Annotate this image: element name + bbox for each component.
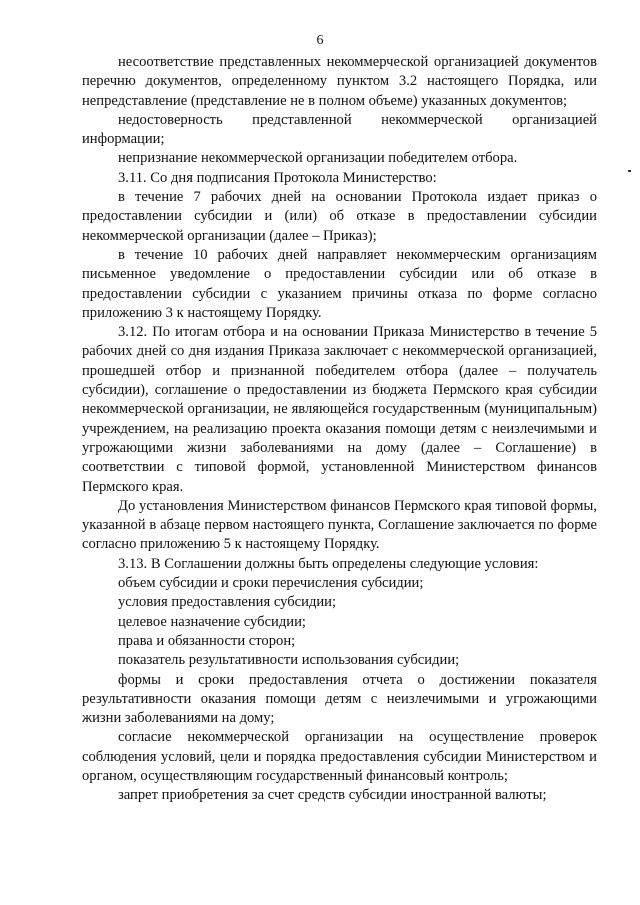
paragraph-3-12: 3.12. По итогам отбора и на основании Приказа Министерство в течение 5 рабочих дней со дня издания Приказа заключает с некоммерческой организацией, прошедшей отбор и признанной победителем отбора (далее – получатель субсидии), соглашение о предоставлении из бюджета Пермского края субсидии некоммерческой организации, не являющейся государственным (муниципальным) учреждением, на реализацию проекта оказания помощи детям с неизлечимыми и угрожающими жизни заболеваниями на дому (далее – Соглашение) в соответствии с типовой формой, установленной Министерством финансов Пермского края. [82, 324, 597, 495]
paragraph-not-winner: непризнание некоммерческой организации победителем отбора. [118, 150, 518, 167]
paragraph-condition-purpose: целевое назначение субсидии; [118, 613, 306, 630]
paragraph-3-13: 3.13. В Соглашении должны быть определены следующие условия: [118, 555, 539, 572]
paragraph-order-7-days: в течение 7 рабочих дней на основании Протокола издает приказ о предоставлении субсидии и (или) об отказе в предоставлении субсидии некоммерческой организации (далее – Приказ); [82, 189, 597, 244]
paragraph-standard-form: До установления Министерством финансов Пермского края типовой формы, указанной в абзаце первом настоящего пункта, Соглашение заключается по форме согласно приложению 5 к настоящему Порядку. [82, 497, 597, 553]
paragraph-condition-indicator: показатель результативности использования субсидии; [118, 652, 460, 669]
paragraph-mismatch-documents: несоответствие представленных некоммерческой организацией документов перечню документов, определенному пунктом 3.2 настоящего Порядка, или непредставление (представление не в полном объеме) указанных документов; [82, 54, 597, 109]
paragraph-condition-terms: условия предоставления субсидии; [118, 594, 337, 611]
document-body [82, 53, 597, 806]
paragraph-notice-10-days: в течение 10 рабочих дней направляет некоммерческим организациям письменное уведомление о предоставлении субсидии или об отказе в предоставлении субсидии с указанием причины отказа по форме согласно приложению 3 к настоящему Порядку. [82, 246, 597, 321]
paragraph-unreliable-info: недостоверность представленной некоммерческой организацией информации; [82, 111, 597, 148]
margin-mark [628, 170, 631, 172]
paragraph-3-11: 3.11. Со дня подписания Протокола Министерство: [118, 169, 437, 186]
paragraph-condition-rights: права и обязанности сторон; [118, 632, 296, 649]
paragraph-condition-currency: запрет приобретения за счет средств субсидии иностранной валюты; [118, 787, 547, 804]
page-number: 6 [316, 33, 324, 48]
paragraph-condition-volume: объем субсидии и сроки перечисления субсидии; [118, 575, 424, 592]
paragraph-condition-report: формы и сроки предоставления отчета о достижении показателя результативности оказания помощи детям с неизлечимыми и угрожающими жизни заболеваниями на дому; [82, 671, 597, 727]
paragraph-condition-consent: согласие некоммерческой организации на осуществление проверок соблюдения условий, цели и порядка предоставления субсидии Министерством и органом, осуществляющим государственный финансовый контроль; [82, 729, 597, 784]
